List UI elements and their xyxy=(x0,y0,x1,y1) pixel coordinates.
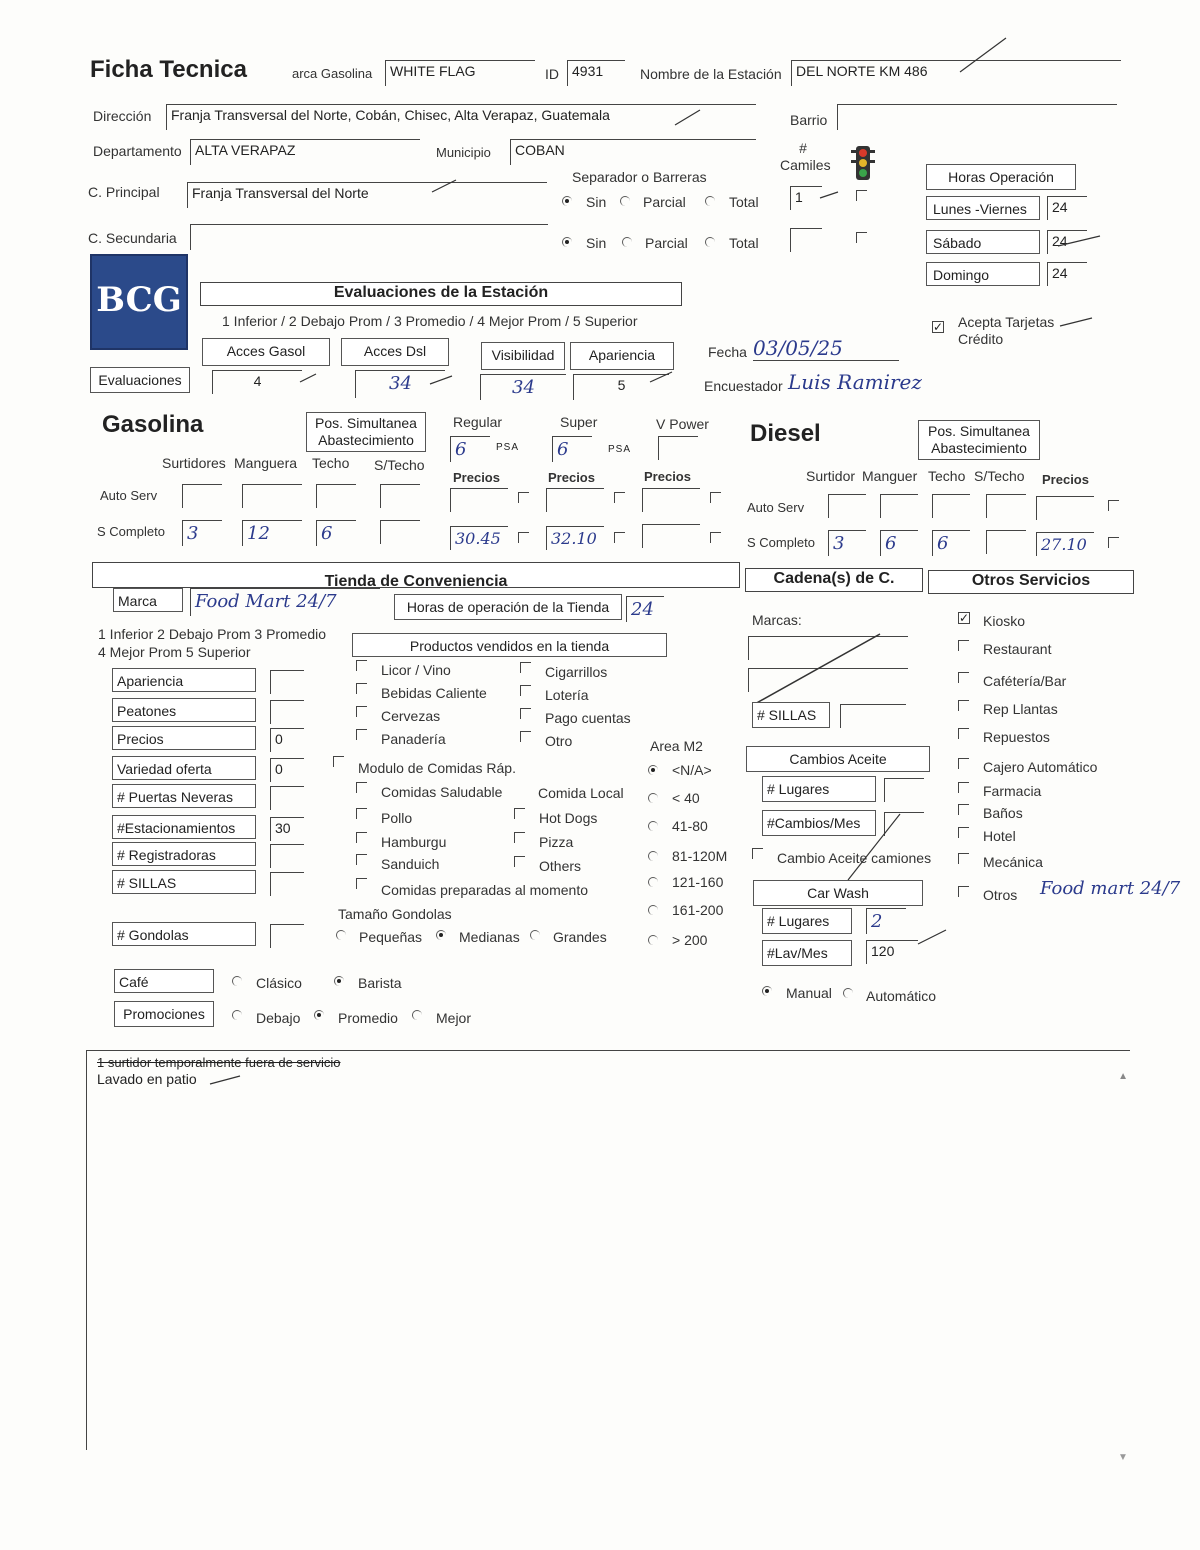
cafe-label-0: Clásico xyxy=(256,975,302,991)
page-title: Ficha Tecnica xyxy=(90,56,247,83)
sep2-total-label: Total xyxy=(729,235,759,251)
gas-completo-techo[interactable]: 6 xyxy=(316,520,356,546)
area-label-0: <N/A> xyxy=(672,762,712,778)
promo-radio-2[interactable] xyxy=(412,1010,422,1020)
comida-label-1: Pollo xyxy=(381,810,413,826)
otros-check-8[interactable] xyxy=(958,827,969,838)
municipio-field[interactable]: COBAN xyxy=(510,139,756,165)
otros-label-7: Baños xyxy=(983,805,1023,821)
cadenas-title: Cadena(s) de C. xyxy=(745,568,923,592)
producto-label-2: Cervezas xyxy=(381,708,441,724)
gas-col-manguera: Manguera xyxy=(234,455,298,471)
nombre-label: Nombre de la Estación xyxy=(640,66,782,82)
encuestador-label: Encuestador xyxy=(704,378,783,394)
otros-label-2: Cafétería/Bar xyxy=(983,673,1067,689)
area-label-3: 81-120M xyxy=(672,848,728,864)
producto-check-0[interactable] xyxy=(356,660,367,671)
area-radio-2[interactable] xyxy=(648,821,658,831)
gasolina-pos-label: Pos. Simultanea Abastecimiento xyxy=(306,412,426,452)
tienda-horas-label: Horas de operación de la Tienda xyxy=(394,594,622,620)
rating-field-7[interactable] xyxy=(270,872,304,896)
rating-label-4: # Puertas Neveras xyxy=(112,784,256,808)
rating-label-6: # Registradoras xyxy=(112,842,256,866)
logo-text: BCG xyxy=(96,280,182,320)
producto2-check-0[interactable] xyxy=(520,662,531,673)
area-radio-5[interactable] xyxy=(648,905,658,915)
area-radio-1[interactable] xyxy=(648,793,658,803)
regular-pos-field[interactable]: 6 xyxy=(450,436,490,462)
cafe-radio-1[interactable] xyxy=(334,976,344,986)
dsl-col-surtidor: Surtidor xyxy=(806,468,856,484)
scroll-down-arrow-icon[interactable]: ▼ xyxy=(1118,1452,1128,1463)
cambios-mes-label: #Cambios/Mes xyxy=(762,810,876,836)
comida-local-label: Comida Local xyxy=(538,785,624,801)
producto-check-3[interactable] xyxy=(356,729,367,740)
dsl-completo-techo[interactable]: 6 xyxy=(932,530,970,556)
cafe-label: Café xyxy=(114,969,214,993)
gas-col-surtidores: Surtidores xyxy=(162,455,226,471)
rating-field-0[interactable] xyxy=(270,670,304,694)
super-label: Super xyxy=(560,414,598,430)
tienda-scale-1: 1 Inferior 2 Debajo Prom 3 Promedio xyxy=(98,626,326,642)
preparadas-label: Comidas preparadas al momento xyxy=(381,882,588,898)
municipio-label: Municipio xyxy=(436,145,491,160)
otros-check-1[interactable] xyxy=(958,640,969,651)
comida2-label-0: Hot Dogs xyxy=(539,810,598,826)
gas-completo-precio-regular[interactable]: 30.45 xyxy=(450,526,508,550)
automatico-label: Automático xyxy=(866,988,937,1004)
producto-check-2[interactable] xyxy=(356,706,367,717)
barrio-label: Barrio xyxy=(790,112,828,128)
comida-check-1[interactable] xyxy=(356,808,367,819)
id-label: ID xyxy=(545,66,559,82)
acepta-tarjetas-checkbox[interactable]: ✓ xyxy=(933,320,944,334)
comida-label-2: Hamburgu xyxy=(381,834,447,850)
acces-dsl-label: Acces Dsl xyxy=(341,338,449,366)
evaluaciones-scale: 1 Inferior / 2 Debajo Prom / 3 Promedio / 4 Mejor Prom / 5 Superior xyxy=(222,313,638,329)
producto2-check-2[interactable] xyxy=(520,708,531,719)
otros-label-4: Repuestos xyxy=(983,729,1050,745)
tienda-title: Tienda de Conveniencia xyxy=(92,562,740,588)
dsl-col-stecho: S/Techo xyxy=(974,468,1025,484)
dsl-completo-surtidor[interactable]: 3 xyxy=(828,530,866,556)
dsl-col-techo: Techo xyxy=(928,468,966,484)
area-label-2: 41-80 xyxy=(672,818,708,834)
rating-label-5: #Estacionamientos xyxy=(112,815,256,839)
sep1-parcial-label: Parcial xyxy=(643,194,686,210)
departamento-label: Departamento xyxy=(93,143,182,159)
producto-check-1[interactable] xyxy=(356,683,367,694)
gondola-radio-1[interactable] xyxy=(436,930,446,940)
area-radio-3[interactable] xyxy=(648,851,658,861)
rating-field-6[interactable] xyxy=(270,844,304,868)
otros-label-8: Hotel xyxy=(983,828,1016,844)
producto2-label-1: Lotería xyxy=(545,687,589,703)
gondola-label-0: Pequeñas xyxy=(359,929,423,945)
area-label-5: 161-200 xyxy=(672,902,724,918)
evaluaciones-title: Evaluaciones de la Estación xyxy=(200,282,682,306)
sep2-parcial-label: Parcial xyxy=(645,235,688,251)
gondola-label-2: Grandes xyxy=(553,929,607,945)
comida-check-2[interactable] xyxy=(356,832,367,843)
horas-sab-label: Sábado xyxy=(926,230,1040,254)
visibilidad-field[interactable]: 34 xyxy=(480,374,566,400)
gas-col-techo: Techo xyxy=(312,455,350,471)
comida-check-3[interactable] xyxy=(356,854,367,865)
otros-note: Food mart 24/7 xyxy=(1040,878,1181,899)
rating-field-2[interactable]: 0 xyxy=(270,728,304,752)
gondola-radio-0[interactable] xyxy=(336,930,346,940)
departamento-field[interactable]: ALTA VERAPAZ xyxy=(190,139,420,165)
notes-line-2: Lavado en patio xyxy=(97,1071,197,1087)
acces-gasol-label: Acces Gasol xyxy=(202,338,330,366)
principal-field[interactable]: Franja Transversal del Norte xyxy=(187,182,547,208)
marca-field[interactable]: WHITE FLAG xyxy=(385,60,535,86)
producto-label-1: Bebidas Caliente xyxy=(381,685,487,701)
principal-label: C. Principal xyxy=(88,184,160,200)
camiones-label: # Camiles xyxy=(780,140,831,173)
area-label-1: < 40 xyxy=(672,790,700,806)
direccion-label: Dirección xyxy=(93,108,152,124)
producto2-check-3[interactable] xyxy=(520,731,531,742)
horas-dom-label: Domingo xyxy=(926,262,1040,286)
tienda-marca-field[interactable]: Food Mart 24/7 xyxy=(190,588,380,616)
fecha-label: Fecha xyxy=(708,344,747,360)
otros-check-6[interactable] xyxy=(958,782,969,793)
gas-auto-label: Auto Serv xyxy=(100,488,158,503)
area-radio-0[interactable] xyxy=(648,765,658,775)
direccion-field[interactable]: Franja Transversal del Norte, Cobán, Chisec, Alta Verapaz, Guatemala xyxy=(166,104,756,130)
otros-title: Otros Servicios xyxy=(928,570,1134,594)
visibilidad-label: Visibilidad xyxy=(481,342,565,370)
area-radio-6[interactable] xyxy=(648,935,658,945)
cadenas-sillas-label: # SILLAS xyxy=(752,702,830,728)
comida-check-0[interactable] xyxy=(356,782,367,793)
area-label-6: > 200 xyxy=(672,932,708,948)
tienda-scale-2: 4 Mejor Prom 5 Superior xyxy=(98,644,251,660)
rating-label-3: Variedad oferta xyxy=(112,756,256,780)
otros-label-6: Farmacia xyxy=(983,783,1042,799)
area-title: Area M2 xyxy=(650,738,703,754)
rating-label-7: # SILLAS xyxy=(112,870,256,894)
comida2-label-1: Pizza xyxy=(539,834,574,850)
id-field[interactable]: 4931 xyxy=(567,60,625,86)
vpower-label: V Power xyxy=(656,416,709,432)
gasolina-title: Gasolina xyxy=(102,411,204,438)
promo-radio-0[interactable] xyxy=(232,1010,242,1020)
promo-label-0: Debajo xyxy=(256,1010,301,1026)
marca-label: arca Gasolina xyxy=(292,66,373,81)
dsl-auto-label: Auto Serv xyxy=(747,500,805,515)
gas-col-stecho: S/Techo xyxy=(374,457,425,473)
otros-label-0: Kiosko xyxy=(983,613,1026,629)
gas-completo-manguera[interactable]: 12 xyxy=(242,520,302,546)
producto-label-0: Licor / Vino xyxy=(381,662,451,678)
producto2-label-3: Otro xyxy=(545,733,573,749)
otros-check-10[interactable] xyxy=(958,886,969,897)
gas-completo-surtidores[interactable]: 3 xyxy=(182,520,222,546)
gas-completo-label: S Completo xyxy=(97,524,165,539)
rating-field-5[interactable]: 30 xyxy=(270,817,304,841)
tienda-horas-field[interactable]: 24 xyxy=(626,596,664,622)
precios-super-label: Precios xyxy=(548,470,595,485)
diesel-title: Diesel xyxy=(750,420,821,447)
acepta-tarjetas-label: Acepta Tarjetas Crédito xyxy=(958,314,1055,347)
lav-mes-label: #Lav/Mes xyxy=(762,940,852,966)
otros-check-5[interactable] xyxy=(958,758,969,769)
regular-psa: PSA xyxy=(496,442,520,453)
otros-label-3: Rep Llantas xyxy=(983,701,1058,717)
precios-regular-label: Precios xyxy=(453,470,500,485)
apariencia-field[interactable]: 5 xyxy=(573,374,669,400)
acces-dsl-field[interactable]: 34 xyxy=(355,370,445,398)
regular-label: Regular xyxy=(453,414,503,430)
cambios-title: Cambios Aceite xyxy=(746,746,930,772)
comida2-check-1[interactable] xyxy=(514,832,525,843)
separador-title: Separador o Barreras xyxy=(572,169,707,185)
rating-field-1[interactable] xyxy=(270,700,304,724)
gondola-radio-2[interactable] xyxy=(530,930,540,940)
comida2-check-0[interactable] xyxy=(514,808,525,819)
otros-check-4[interactable] xyxy=(958,728,969,739)
dsl-completo-label: S Completo xyxy=(747,535,815,550)
secundaria-label: C. Secundaria xyxy=(88,230,177,246)
otros-check-9[interactable] xyxy=(958,853,969,864)
comida2-label-2: Others xyxy=(539,858,582,874)
sep2-sin-label: Sin xyxy=(586,235,607,251)
manual-label: Manual xyxy=(786,985,832,1001)
notes-line-1: 1 surtidor temporalmente fuera de servicio xyxy=(97,1055,341,1070)
rating-label-2: Precios xyxy=(112,726,256,750)
area-radio-4[interactable] xyxy=(648,877,658,887)
promo-radio-1[interactable] xyxy=(314,1010,324,1020)
producto2-label-2: Pago cuentas xyxy=(545,710,631,726)
encuestador-value[interactable]: Luis Ramirez xyxy=(788,370,922,394)
gas-completo-precio-super[interactable]: 32.10 xyxy=(546,526,604,550)
diesel-pos-label: Pos. Simultanea Abastecimiento xyxy=(918,420,1040,460)
sep1-total-label: Total xyxy=(729,194,759,210)
nombre-field[interactable]: DEL NORTE KM 486 xyxy=(791,60,1121,86)
area-label-4: 121-160 xyxy=(672,874,724,890)
super-pos-field[interactable]: 6 xyxy=(552,436,592,462)
tienda-marca-label: Marca xyxy=(113,588,183,612)
carwash-lugares-label: # Lugares xyxy=(762,908,852,934)
dsl-completo-precio[interactable]: 27.10 xyxy=(1036,532,1094,556)
cafe-label-1: Barista xyxy=(358,975,402,991)
otros-label-10: Otros xyxy=(983,887,1018,903)
horas-title: Horas Operación xyxy=(926,164,1076,190)
productos-title: Productos vendidos en la tienda xyxy=(352,633,667,657)
acces-gasol-field[interactable]: 4 xyxy=(212,370,302,394)
promo-label-1: Promedio xyxy=(338,1010,398,1026)
precios-vpower-label: Precios xyxy=(644,469,691,484)
modulo-label: Modulo de Comidas Ráp. xyxy=(358,760,516,776)
rating-field-4[interactable] xyxy=(270,786,304,810)
comida2-check-2[interactable] xyxy=(514,856,525,867)
carwash-lugares-field[interactable]: 2 xyxy=(866,908,906,934)
lav-mes-field[interactable]: 120 xyxy=(866,940,918,964)
scroll-up-arrow-icon[interactable]: ▲ xyxy=(1118,1071,1128,1082)
dsl-col-manguer: Manguer xyxy=(862,468,918,484)
rating-label-8: # Gondolas xyxy=(112,922,256,946)
comida-label-0: Comidas Saludable xyxy=(381,784,503,800)
otros-label-5: Cajero Automático xyxy=(983,759,1098,775)
horas-sab-field[interactable]: 24 xyxy=(1047,230,1087,254)
gondola-label-1: Medianas xyxy=(459,929,520,945)
promo-label: Promociones xyxy=(114,1001,214,1027)
otros-check-0[interactable]: ✓ xyxy=(959,611,970,625)
dsl-col-precios: Precios xyxy=(1042,472,1089,487)
cambio-camiones-label: Cambio Aceite camiones xyxy=(777,850,932,866)
rating-label-0: Apariencia xyxy=(112,668,256,692)
fecha-value[interactable]: 03/05/25 xyxy=(753,336,899,361)
otros-check-2[interactable] xyxy=(958,672,969,683)
producto-label-3: Panadería xyxy=(381,731,446,747)
rating-field-3[interactable]: 0 xyxy=(270,758,304,782)
rating-label-1: Peatones xyxy=(112,698,256,722)
super-psa: PSA xyxy=(608,444,632,455)
apariencia-label: Apariencia xyxy=(570,342,674,370)
horas-lv-field[interactable]: 24 xyxy=(1047,196,1087,220)
comida-label-3: Sanduich xyxy=(381,856,440,872)
otros-check-3[interactable] xyxy=(958,700,969,711)
cambios-lugares-label: # Lugares xyxy=(762,776,876,802)
marcas-label: Marcas: xyxy=(752,612,802,628)
cafe-radio-0[interactable] xyxy=(232,976,242,986)
otros-label-1: Restaurant xyxy=(983,641,1052,657)
sep1-sin-label: Sin xyxy=(586,194,607,210)
camiones-field-1[interactable]: 1 xyxy=(790,186,822,210)
carwash-title: Car Wash xyxy=(753,880,923,906)
dsl-completo-manguer[interactable]: 6 xyxy=(880,530,918,556)
promo-label-2: Mejor xyxy=(436,1010,472,1026)
evaluaciones-side-label: Evaluaciones xyxy=(90,367,190,393)
gondolas-title: Tamaño Gondolas xyxy=(338,906,452,922)
rating-field-8[interactable] xyxy=(270,924,304,948)
otros-check-7[interactable] xyxy=(958,804,969,815)
horas-dom-field[interactable]: 24 xyxy=(1047,262,1087,286)
producto2-label-0: Cigarrillos xyxy=(545,664,608,680)
producto2-check-1[interactable] xyxy=(520,685,531,696)
otros-label-9: Mecánica xyxy=(983,854,1043,870)
horas-lv-label: Lunes -Viernes xyxy=(926,196,1040,220)
